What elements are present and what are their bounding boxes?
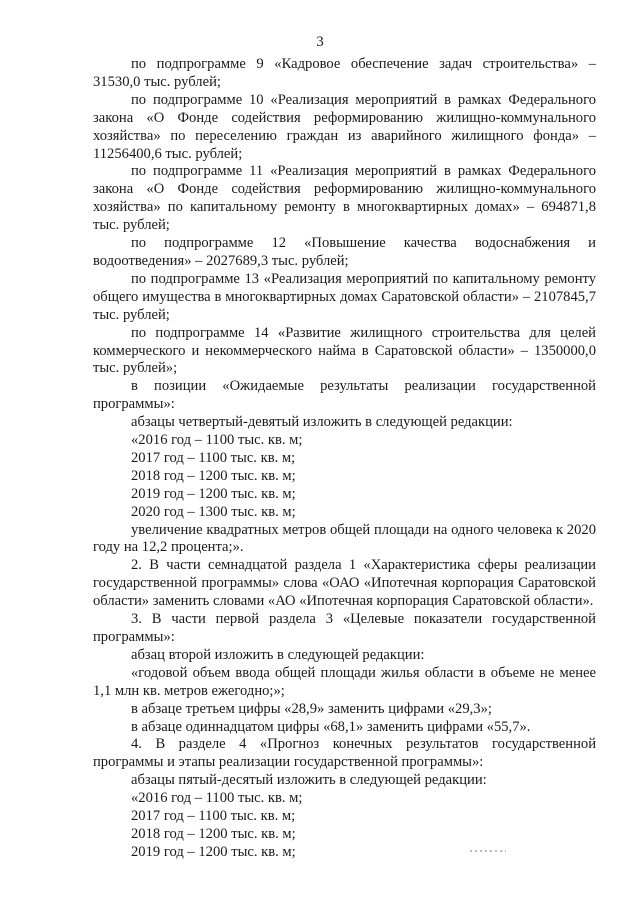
list-item-2016-b: «2016 год – 1100 тыс. кв. м;: [131, 790, 303, 807]
paragraph-amend-11: в абзаце одиннадцатом цифры «68,1» заменить цифрами «55,7».: [131, 718, 531, 735]
document-body: [93, 56, 596, 862]
paragraph-subprogram-11: по подпрограмме 11 «Реализация мероприятий в рамках Федерального закона «О Фонде содействия реформированию жилищно-коммунального хозяйства» по капитальному ремонту в многоквартирных домах» – 694871,8 тыс. рублей;: [93, 163, 596, 234]
paragraph-amend-2: абзац второй изложить в следующей редакции:: [131, 646, 425, 663]
paragraph-subprogram-10: по подпрограмме 10 «Реализация мероприятий в рамках Федерального закона «О Фонде содействия реформированию жилищно-коммунального хозяйства» по переселению граждан из аварийного жилищного фонда» – 11256400,6 тыс. рублей;: [93, 91, 596, 162]
paragraph-annual-volume: «годовой объем ввода общей площади жилья области в объеме не менее 1,1 млн кв. метров ежегодно;»;: [93, 664, 596, 699]
paragraph-amend-4-9: абзацы четвертый-девятый изложить в следующей редакции:: [131, 414, 513, 431]
list-item-2017-b: 2017 год – 1100 тыс. кв. м;: [131, 808, 296, 825]
paragraph-subprogram-14: по подпрограмме 14 «Развитие жилищного строительства для целей коммерческого и некоммерческого найма в Саратовской области» – 1350000,0 тыс. рублей»;: [93, 324, 596, 377]
page-number: 3: [316, 34, 324, 50]
paragraph-section-3: 3. В части первой раздела 3 «Целевые показатели государственной программы»:: [93, 611, 596, 645]
paragraph-section-1: 2. В части семнадцатой раздела 1 «Характеристика сферы реализации государственной программы» слова «ОАО «Ипотечная корпорация Саратовской области» заменить словами «АО «Ипотечная корпорация Саратовской области».: [93, 557, 596, 610]
list-item-2018: 2018 год – 1200 тыс. кв. м;: [131, 467, 296, 484]
paragraph-amend-3: в абзаце третьем цифры «28,9» заменить цифрами «29,3»;: [131, 700, 492, 717]
list-item-2018-b: 2018 год – 1200 тыс. кв. м;: [131, 825, 296, 842]
paragraph-area-increase: увеличение квадратных метров общей площади на одного человека к 2020 году на 12,2 процента;».: [93, 521, 596, 556]
scan-artifact: [470, 850, 506, 852]
paragraph-subprogram-12: по подпрограмме 12 «Повышение качества водоснабжения и водоотведения» – 2027689,3 тыс. рублей;: [93, 235, 596, 269]
paragraph-expected-results: в позиции «Ожидаемые результаты реализации государственной программы»:: [93, 378, 596, 413]
paragraph-subprogram-13: по подпрограмме 13 «Реализация мероприятий по капитальному ремонту общего имущества в многоквартирных домах Саратовской области» – 2107845,7 тыс. рублей;: [93, 270, 596, 323]
list-item-2019-b: 2019 год – 1200 тыс. кв. м;: [131, 843, 296, 860]
list-item-2017: 2017 год – 1100 тыс. кв. м;: [131, 449, 296, 466]
list-item-2019: 2019 год – 1200 тыс. кв. м;: [131, 485, 296, 502]
paragraph-section-4: 4. В разделе 4 «Прогноз конечных результатов государственной программы и этапы реализации государственной программы»:: [93, 736, 596, 771]
list-item-2020: 2020 год – 1300 тыс. кв. м;: [131, 503, 296, 520]
paragraph-subprogram-9: по подпрограмме 9 «Кадровое обеспечение задач строительства» – 31530,0 тыс. рублей;: [93, 56, 596, 90]
list-item-2016: «2016 год – 1100 тыс. кв. м;: [131, 432, 303, 449]
paragraph-amend-5-10: абзацы пятый-десятый изложить в следующей редакции:: [131, 772, 487, 789]
